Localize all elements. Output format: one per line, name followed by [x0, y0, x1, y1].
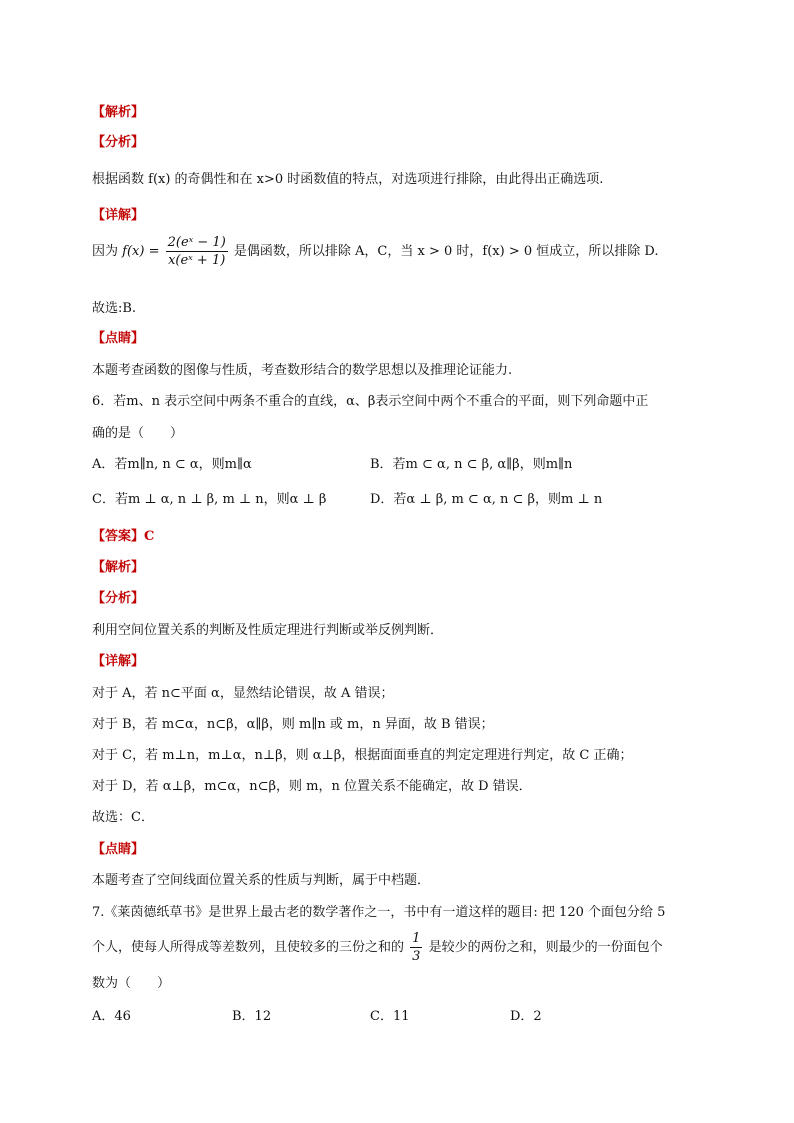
q6-dianjing-label: 【点睛】 — [92, 842, 145, 857]
q7-fraction-numerator: 1 — [412, 931, 421, 946]
q6-analysis: 利用空间位置关系的判断及性质定理进行判断或举反例判断． — [92, 623, 444, 638]
q5-jiexi-tag — [92, 104, 144, 122]
q6-xiangjie-label: 【详解】 — [92, 654, 145, 669]
q7-fraction — [410, 930, 422, 965]
q5-fraction-numerator: 2(eˣ − 1) — [167, 235, 226, 250]
q6-comment: 本题考查了空间线面位置关系的性质与判断，属于中档题． — [92, 873, 431, 888]
q6-jiexi-label: 【解析】 — [92, 560, 145, 575]
q6-choice: 故选：C． — [92, 810, 154, 825]
q6-stem-line1: 6．若m、n 表示空间中两条不重合的直线，α、β表示空间中两个不重合的平面，则下列命题中正 — [92, 394, 649, 409]
q5-dianjing-label: 【点睛】 — [92, 331, 145, 346]
q5-jiexi-label: 【解析】 — [92, 105, 145, 120]
q6-stem-line2: 确的是（ ） — [92, 426, 184, 441]
q6-detail-a: 对于 A，若 n⊂平面 α，显然结论错误，故 A 错误； — [92, 686, 394, 701]
q7-fraction-denominator: 3 — [412, 949, 421, 964]
q7-option-b: B．12 — [232, 1009, 272, 1024]
q6-dianjing-tag — [92, 841, 144, 859]
q7-option-c: C．11 — [370, 1009, 410, 1024]
q6-option-a: A．若m∥n, n ⊂ α，则m∥α — [92, 457, 252, 472]
q6-jiexi-tag — [92, 559, 144, 577]
q7-stem-line2 — [92, 930, 663, 965]
q5-comment: 本题考查函数的图像与性质，考查数形结合的数学思想以及推理论证能力. — [92, 363, 513, 378]
q6-answer-tag — [92, 528, 154, 546]
q7-stem-line2-pre: 个人，使每人所得成等差数列，且使较多的三份之和的 — [92, 940, 405, 955]
q6-detail-d: 对于 D，若 α⊥β，m⊂α，n⊂β，则 m，n 位置关系不能确定，故 D 错误． — [92, 779, 532, 794]
q5-xiangjie-label: 【详解】 — [92, 208, 145, 223]
q5-xiangjie-tag — [92, 207, 144, 225]
q5-fenxi-label: 【分析】 — [92, 135, 145, 150]
q5-detail-post: 是偶函数，所以排除 A，C，当 x > 0 时，f(x) > 0 恒成立，所以排除 D. — [233, 244, 659, 259]
q5-detail — [92, 234, 658, 269]
q7-stem-line1: 7.《莱茵德纸草书》是世界上最古老的数学著作之一，书中有一道这样的题目: 把 120 个面包分给 5 — [92, 905, 666, 920]
q6-option-d: D．若α ⊥ β, m ⊂ α, n ⊂ β，则m ⊥ n — [370, 492, 603, 507]
q5-fraction-denominator: x(eˣ + 1) — [168, 253, 226, 268]
q6-detail-b: 对于 B，若 m⊂α，n⊂β，α∥β，则 m∥n 或 m，n 异面，故 B 错误； — [92, 717, 494, 732]
q6-fenxi-label: 【分析】 — [92, 591, 145, 606]
q6-detail-c: 对于 C，若 m⊥n，m⊥α，n⊥β，则 α⊥β，根据面面垂直的判定定理进行判定，故 C 正确； — [92, 748, 633, 763]
q5-detail-fx: f(x) = — [122, 244, 160, 259]
q6-option-b: B．若m ⊂ α, n ⊂ β, α∥β，则m∥n — [370, 457, 573, 472]
q6-answer-label: 【答案】C — [92, 529, 155, 544]
q5-fenxi-tag — [92, 134, 144, 152]
q7-option-d: D．2 — [510, 1009, 542, 1024]
q7-stem-line2-post: 是较少的两份之和，则最少的一份面包个 — [428, 940, 663, 955]
q6-option-c: C．若m ⊥ α, n ⊥ β, m ⊥ n，则α ⊥ β — [92, 492, 327, 507]
q6-fenxi-tag — [92, 590, 144, 608]
q5-choice: 故选:B. — [92, 301, 137, 316]
q7-option-a: A．46 — [92, 1009, 131, 1024]
q5-dianjing-tag — [92, 330, 144, 348]
q5-detail-pre: 因为 — [92, 244, 119, 259]
q5-fraction — [166, 234, 228, 269]
q7-stem-line3: 数为（ ） — [92, 976, 171, 991]
q6-xiangjie-tag — [92, 653, 144, 671]
q5-analysis: 根据函数 f(x) 的奇偶性和在 x>0 时函数值的特点，对选项进行排除，由此得出正确选项. — [92, 172, 604, 187]
